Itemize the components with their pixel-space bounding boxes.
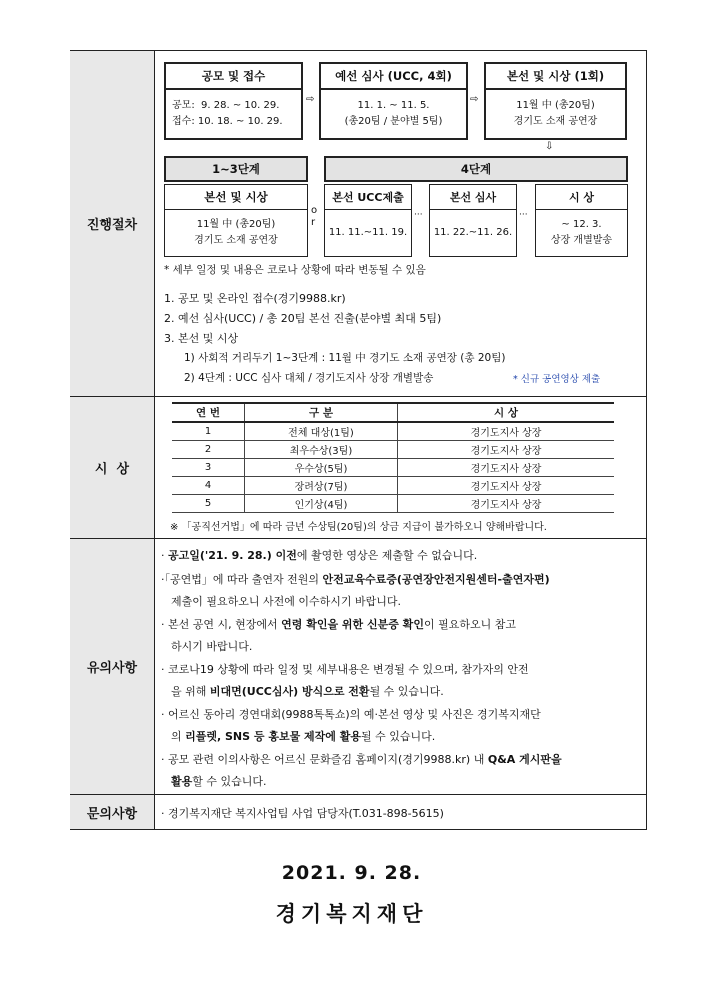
procedure-item: 3. 본선 및 시상 <box>164 332 239 345</box>
note-emphasis: 활용 <box>171 775 193 788</box>
section-label-notes <box>70 539 154 794</box>
note-emphasis: 비대면(UCC심사) 방식으로 전환 <box>209 685 370 698</box>
stage4-award-line: ~ 12. 3. <box>561 219 602 230</box>
note-continuation: 하시기 바랍니다. <box>171 640 253 653</box>
table-row <box>172 441 614 459</box>
arrow-right-icon: ⇨ <box>306 94 315 105</box>
table-cell: 경기도지사 상장 <box>398 477 615 495</box>
procedure-item: 2. 예선 심사(UCC) / 총 20팀 본선 진출(분야별 최대 5팀) <box>164 312 442 325</box>
table-cell: 3 <box>172 459 245 477</box>
stage4-award-title: 시 상 <box>536 185 627 210</box>
stage-header-4: 4단계 <box>324 156 628 182</box>
note-item: · 어르신 동아리 경연대회(9988톡톡쇼)의 예·본선 영상 및 사진은 경기복지재단 <box>161 708 541 721</box>
flow-box-title: 공모 및 접수 <box>166 64 301 90</box>
procedure-subitem-note: * 신규 공연영상 제출 <box>513 374 601 385</box>
stage4-award-line: 상장 개별발송 <box>550 235 613 246</box>
table-cell: 1 <box>172 422 245 441</box>
note-emphasis: Q&A 게시판을 <box>487 753 562 766</box>
section-label-awards <box>70 397 154 538</box>
note-emphasis: 안전교육수료증(공연장안전지원센터-출연자편) <box>322 573 550 586</box>
document-date: 2021. 9. 28. <box>281 862 422 884</box>
table-cell: 4 <box>172 477 245 495</box>
column-header: 연 번 <box>172 403 245 422</box>
note-continuation: 활용할 수 있습니다. <box>171 775 267 788</box>
flow-box-line: 11월 中 (총20팀) <box>516 100 595 111</box>
covid-note: * 세부 일정 및 내용은 코로나 상황에 따라 변동될 수 있음 <box>164 264 426 276</box>
table-cell: 최우수상(3팀) <box>245 441 398 459</box>
awards-label: 시 상 <box>94 462 130 477</box>
arrow-down-icon: ⇩ <box>545 141 554 152</box>
stage4-ucc-box <box>324 184 412 257</box>
stage4-judging-box <box>429 184 517 257</box>
contact-text: · 경기복지재단 복지사업팀 사업 담당자(T.031-898-5615) <box>161 807 444 820</box>
notes-label: 유의사항 <box>86 661 138 676</box>
flow-box-preliminary <box>319 62 468 140</box>
flow-box-title: 본선 및 시상 (1회) <box>486 64 625 90</box>
awards-table <box>172 402 614 513</box>
procedure-subitem: 2) 4단계 : UCC 심사 대체 / 경기도지사 상장 개별발송 <box>184 372 434 384</box>
flow-box-line: (총20팀 / 분야별 5팀) <box>344 116 443 127</box>
note-item: · 본선 공연 시, 현장에서 연령 확인을 위한 신분증 확인이 필요하오니 참고 <box>161 618 516 631</box>
flow-box-line: 11. 1. ~ 11. 5. <box>357 100 430 111</box>
note-item: · 공모 관련 이의사항은 어르신 문화즐김 홈페이지(경기9988.kr) 내 Q&A 게시판을 <box>161 753 562 766</box>
flow-box-line: 공모: 9. 28. ~ 10. 29. <box>172 100 280 111</box>
note-emphasis: 연령 확인을 위한 신분증 확인 <box>281 618 424 631</box>
note-emphasis: 공고일('21. 9. 28.) 이전 <box>168 549 297 562</box>
table-cell: 인기상(4팀) <box>245 495 398 513</box>
contact-label: 문의사항 <box>86 806 138 822</box>
table-cell: 경기도지사 상장 <box>398 495 615 513</box>
flow-box-line: 접수: 10. 18. ~ 10. 29. <box>172 116 283 127</box>
table-cell: 5 <box>172 495 245 513</box>
flow-box-line: 경기도 소재 공연장 <box>513 116 598 127</box>
table-row <box>172 422 614 441</box>
stage1-box <box>164 184 308 257</box>
table-cell: 2 <box>172 441 245 459</box>
stage1-line: 11월 中 (총20팀) <box>196 219 276 230</box>
stage4-judging-body: 11. 22.~11. 26. <box>433 227 513 238</box>
or-label: o r <box>311 205 318 228</box>
table-row <box>172 459 614 477</box>
table-cell: 전체 대상(1팀) <box>245 422 398 441</box>
stage-header-1-3: 1~3단계 <box>164 156 308 182</box>
flow-box-final <box>484 62 627 140</box>
note-item: · 공고일('21. 9. 28.) 이전에 촬영한 영상은 제출할 수 없습니다. <box>161 549 478 562</box>
dots-separator: ··· <box>414 210 423 220</box>
stage4-ucc-body: 11. 11.~11. 19. <box>328 227 408 238</box>
table-row <box>172 477 614 495</box>
section-label-procedure <box>70 51 154 396</box>
stage4-award-box <box>535 184 628 257</box>
table-cell: 경기도지사 상장 <box>398 441 615 459</box>
table-cell: 경기도지사 상장 <box>398 459 615 477</box>
table-cell: 우수상(5팀) <box>245 459 398 477</box>
stage4-judging-title: 본선 심사 <box>430 185 516 210</box>
note-continuation: 을 위해 비대면(UCC심사) 방식으로 전환될 수 있습니다. <box>171 685 444 698</box>
dots-separator: ··· <box>519 210 528 220</box>
table-cell: 장려상(7팀) <box>245 477 398 495</box>
note-emphasis: 리플렛, SNS 등 홍보물 제작에 활용 <box>185 730 362 743</box>
table-header-row <box>172 403 614 422</box>
flow-box-title: 예선 심사 (UCC, 4회) <box>321 64 466 90</box>
procedure-label: 진행절차 <box>86 218 138 233</box>
procedure-item: 1. 공모 및 온라인 접수(경기9988.kr) <box>164 292 346 305</box>
row-divider <box>70 396 646 397</box>
stage1-line: 경기도 소재 공연장 <box>194 235 278 246</box>
note-item: ·「공연법」에 따라 출연자 전원의 안전교육수료증(공연장안전지원센터-출연자편) <box>161 573 550 586</box>
column-header: 구 분 <box>245 403 398 422</box>
flow-box-entry <box>164 62 303 140</box>
awards-footnote: ※ 「공직선거법」에 따라 금년 수상팀(20팀)의 상금 지급이 불가하오니 양해바랍니다. <box>170 522 547 533</box>
stage4-ucc-title: 본선 UCC제출 <box>325 185 411 210</box>
stage1-title: 본선 및 시상 <box>165 185 307 210</box>
section-label-contact <box>70 795 154 829</box>
note-continuation: 제출이 필요하오니 사전에 이수하시기 바랍니다. <box>171 595 402 608</box>
procedure-subitem: 1) 사회적 거리두기 1~3단계 : 11월 中 경기도 소재 공연장 (총 20팀) <box>184 352 506 364</box>
column-divider <box>154 50 155 830</box>
organization-name: 경기복지재단 <box>275 902 428 926</box>
note-continuation: 의 리플렛, SNS 등 홍보물 제작에 활용될 수 있습니다. <box>171 730 436 743</box>
arrow-right-icon: ⇨ <box>470 94 479 105</box>
column-header: 시 상 <box>398 403 615 422</box>
row-divider <box>70 794 646 795</box>
table-row <box>172 495 614 513</box>
note-item: · 코로나19 상황에 따라 일정 및 세부내용은 변경될 수 있으며, 참가자의 안전 <box>161 663 529 676</box>
table-cell: 경기도지사 상장 <box>398 422 615 441</box>
row-divider <box>70 538 646 539</box>
